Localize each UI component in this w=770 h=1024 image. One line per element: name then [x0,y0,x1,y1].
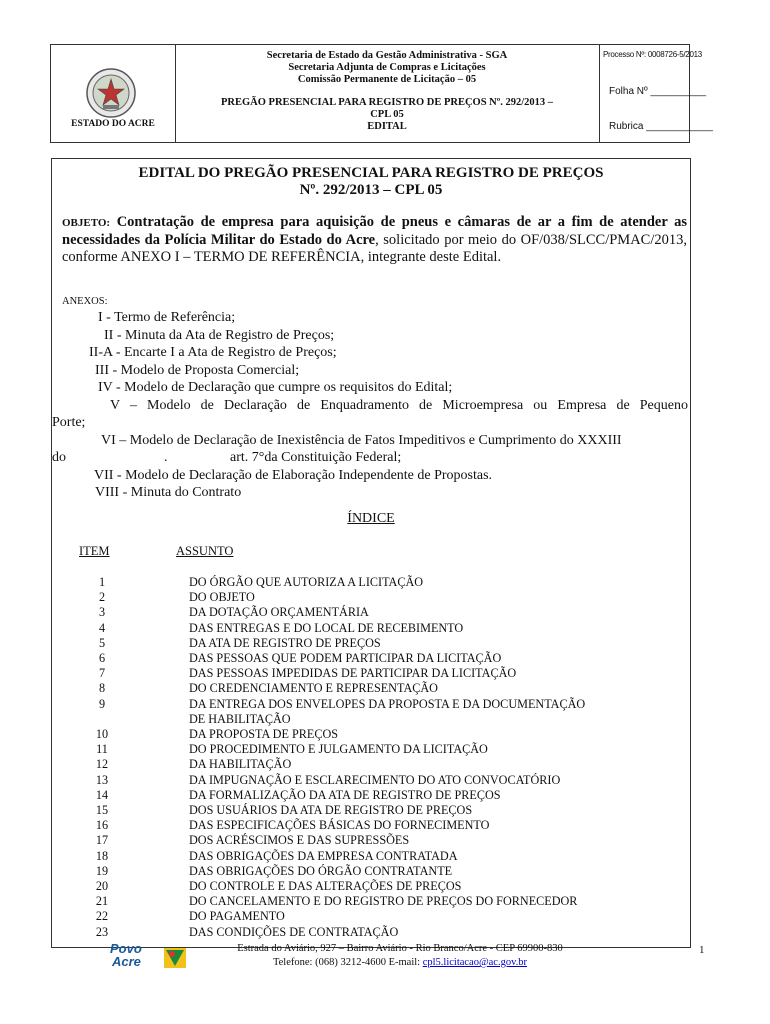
footer-email-link[interactable]: cpl5.licitacao@ac.gov.br [422,957,528,968]
header-title-cell [175,45,600,142]
indice-item-number: 8 [98,681,106,696]
objeto-label: OBJETO: [62,217,111,229]
header-control-cell [599,45,713,142]
header-pregao-line1: PREGÃO PRESENCIAL PARA REGISTRO DE PREÇOS Nº. 292/2013 – [220,97,554,108]
indice-item-number: 15 [95,803,109,817]
indice-item-number: 3 [98,605,106,620]
indice-item-subject: DA FORMALIZAÇÃO DA ATA DE REGISTRO DE PREÇOS [189,787,501,802]
col-item-header: ITEM [79,544,110,558]
indice-item-subject: DOS ACRÉSCIMOS E DAS SUPRESSÕES [189,833,410,848]
edital-title-line2: Nº. 292/2013 – CPL 05 [299,182,443,198]
indice-item-subject: DAS PESSOAS IMPEDIDAS DE PARTICIPAR DA LICITAÇÃO [189,666,517,681]
indice-item-number: 13 [95,772,109,787]
processo-number: Processo Nº: 0008726-5/2013 [603,50,702,59]
indice-item-subject: DO CREDENCIAMENTO E REPRESENTAÇÃO [189,681,438,696]
indice-title: ÍNDICE [347,511,395,526]
indice-item-number: 17 [95,833,109,848]
indice-item-subject: DA IMPUGNAÇÃO E ESCLARECIMENTO DO ATO CONVOCATÓRIO [189,772,561,787]
indice-item-subject: DA ATA DE REGISTRO DE PREÇOS [189,635,381,650]
document-header [50,44,713,143]
indice-item-number: 2 [98,590,106,605]
indice-item-number: 23 [95,924,109,939]
edital-title-line1: EDITAL DO PREGÃO PRESENCIAL PARA REGISTRO DE PREÇOS [138,165,604,181]
indice-item-number: 4 [98,620,106,635]
indice-item-subject: DAS ENTREGAS E DO LOCAL DE RECEBIMENTO [189,620,464,635]
anexo-item: VI – Modelo de Declaração de Inexistência de Fatos Impeditivos e Cumprimento do XXXIII [101,432,622,448]
indice-item-subject: DO CANCELAMENTO E DO REGISTRO DE PREÇOS DO FORNECEDOR [189,894,578,909]
indice-item-subject: DA DOTAÇÃO ORÇAMENTÁRIA [189,605,369,620]
header-line-sga: Secretaria de Estado da Gestão Administrativa - SGA [266,50,508,61]
indice-item-subject: DO PROCEDIMENTO E JULGAMENTO DA LICITAÇÃO [189,742,488,757]
anexo-item: VII - Modelo de Declaração de Elaboração Independente de Propostas. [94,467,493,483]
indice-item-number: 10 [95,727,109,741]
logo-text-acre: Acre [112,954,141,969]
objeto-bold-text: Contratação de empresa para aquisição de pneus e câmaras de ar a fim de atender as necessidades da Polícia Militar do Estado do Acre [62,214,687,248]
indice-item-subject: DE HABILITAÇÃO [189,711,291,726]
indice-item-subject: DAS OBRIGAÇÕES DO ÓRGÃO CONTRATANTE [189,863,453,878]
indice-item-subject: DO PAGAMENTO [189,909,285,924]
col-assunto-header: ASSUNTO [176,544,234,558]
header-line-adjunta: Secretaria Adjunta de Compras e Licitações [288,62,486,73]
indice-item-number: 1 [98,575,106,589]
edital-content-box [51,158,691,948]
indice-item-number: 6 [98,651,106,665]
indice-item-subject: DO OBJETO [189,590,255,605]
header-logo-cell [51,45,176,142]
objeto-paragraph [62,214,687,266]
indice-item-number: 7 [98,666,106,681]
indice-item-subject: DA ENTREGA DOS ENVELOPES DA PROPOSTA E DA DOCUMENTAÇÃO [189,696,586,711]
indice-item-subject: DA HABILITAÇÃO [189,757,292,772]
indice-item-subject: DO CONTROLE E DAS ALTERAÇÕES DE PREÇOS [189,879,462,893]
anexo-item: V – Modelo de Declaração de Enquadramento de Microempresa ou Empresa de Pequeno [110,397,688,413]
rubrica-field: Rubrica ____________ [609,121,713,132]
folha-field: Folha Nº __________ [609,86,707,97]
anexo-item-continuation: . [164,450,168,465]
header-line-comissao: Comissão Permanente de Licitação – 05 [297,74,477,85]
logo-text-povo: Povo [110,941,142,956]
anexo-item: II - Minuta da Ata de Registro de Preços; [104,327,335,343]
anexo-item: IV - Modelo de Declaração que cumpre os requisitos do Edital; [98,380,453,395]
anexo-item: I - Termo de Referência; [98,310,236,325]
header-pregao-line2: CPL 05 [370,109,404,120]
indice-item-subject: DAS CONDIÇÕES DE CONTRATAÇÃO [189,924,399,939]
header-pregao-line3: EDITAL [367,121,407,132]
indice-item-subject: DA PROPOSTA DE PREÇOS [189,727,339,741]
anexo-item-continuation: do [52,450,66,465]
indice-item-subject: DOS USUÁRIOS DA ATA DE REGISTRO DE PREÇOS [189,803,473,817]
indice-item-number: 22 [95,909,109,924]
anexo-item-continuation: art. 7°da Constituição Federal; [230,450,402,465]
indice-item-number: 20 [95,879,109,893]
indice-item-number: 5 [98,635,106,650]
indice-item-subject: DO ÓRGÃO QUE AUTORIZA A LICITAÇÃO [189,575,424,589]
footer-phone: Telefone: (068) 3212-4600 E-mail: [272,957,421,968]
indice-item-number: 11 [96,742,108,757]
anexo-item: II-A - Encarte I a Ata de Registro de Preços; [89,345,337,360]
objeto-rest-text: , solicitado por meio do OF/038/SLCC/PMAC/2013, conforme ANEXO I – TERMO DE REFERÊNCIA, integrante deste Edital. [62,232,687,265]
page-number: 1 [699,944,705,956]
povo-acre-logo [102,942,188,972]
anexo-item-continuation: Porte; [52,415,86,430]
indice-item-number: 19 [95,863,109,878]
anexos-label: ANEXOS: [62,296,108,307]
indice-item-number: 18 [95,848,109,863]
indice-item-number: 14 [95,787,109,802]
footer-contact [190,957,610,968]
footer-address: Estrada do Aviário, 927 – Bairro Aviário - Rio Branco/Acre - CEP 69900-830 [237,943,563,954]
estado-label: ESTADO DO ACRE [71,119,155,129]
indice-item-number: 9 [98,696,106,711]
indice-item-subject: DAS OBRIGAÇÕES DA EMPRESA CONTRATADA [189,848,458,863]
indice-item-subject: DAS PESSOAS QUE PODEM PARTICIPAR DA LICITAÇÃO [189,651,502,665]
anexo-item: III - Modelo de Proposta Comercial; [95,362,300,378]
anexo-item: VIII - Minuta do Contrato [95,485,242,500]
indice-item-number: 12 [95,757,109,772]
state-seal-icon [85,67,137,119]
indice-item-subject: DAS ESPECIFICAÇÕES BÁSICAS DO FORNECIMENTO [189,818,490,833]
indice-item-number: 16 [95,818,109,833]
indice-item-number: 21 [95,894,109,909]
